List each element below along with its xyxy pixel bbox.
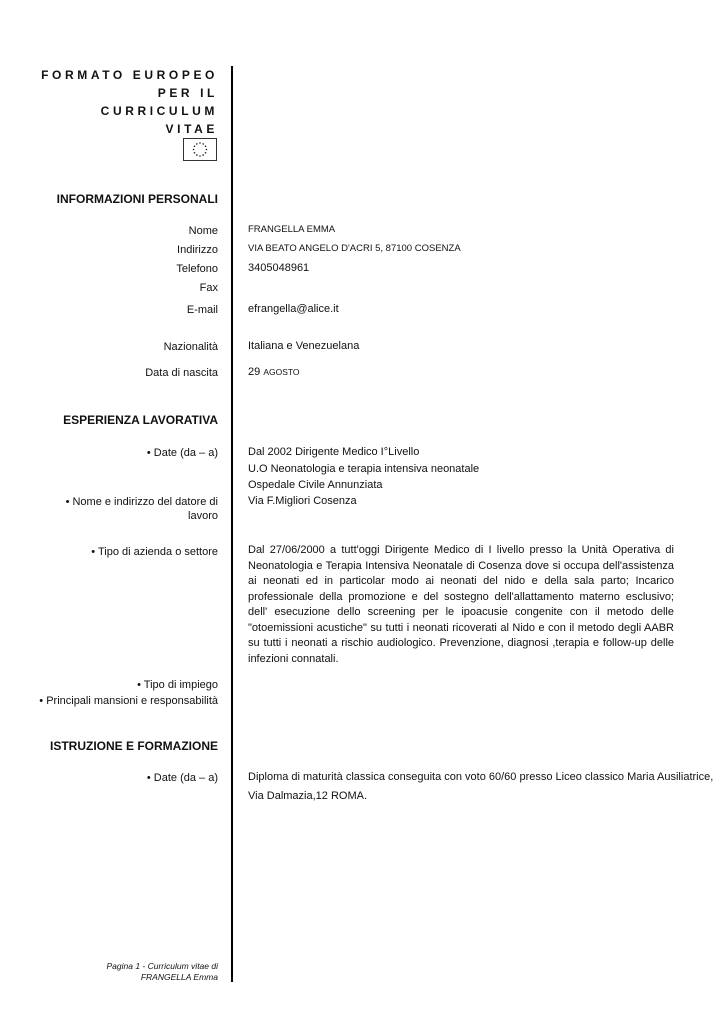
footer-line-1: Pagina 1 - Curriculum vitae di bbox=[106, 961, 218, 971]
work-date-line-2: U.O Neonatologia e terapia intensiva neonatale bbox=[248, 463, 480, 475]
title-line-1: FORMATO EUROPEO bbox=[41, 68, 218, 82]
sector-label: • Tipo di azienda o settore bbox=[91, 546, 218, 558]
birth-month: AGOSTO bbox=[263, 367, 300, 377]
email-value: efrangella@alice.it bbox=[248, 303, 339, 315]
title-line-2: PER IL CURRICULUM bbox=[100, 86, 218, 118]
education-line-2: Via Dalmazia,12 ROMA. bbox=[248, 790, 368, 802]
education-line-1: Diploma di maturità classica conseguita con voto 60/60 presso Liceo classico Maria Ausiliatrice, bbox=[248, 771, 714, 783]
birth-value bbox=[248, 364, 300, 380]
employer-label: • Nome e indirizzo del datore di lavoro bbox=[65, 496, 218, 522]
email-label: E-mail bbox=[186, 304, 218, 316]
name-label: Nome bbox=[188, 225, 218, 237]
nationality-label: Nazionalità bbox=[163, 341, 218, 353]
education-date-label: • Date (da – a) bbox=[146, 772, 218, 784]
phone-value: 3405048961 bbox=[248, 262, 310, 274]
section-education: ISTRUZIONE E FORMAZIONE bbox=[50, 739, 218, 753]
sector-description: Dal 27/06/2000 a tutt'oggi Dirigente Medico di I livello presso la Unità Operativa di Neonatologia e Terapia Intensiva Neonatale di Cosenza dove si occupa dell'assistenza ai neonati ed in particolar modo ai neonati del nido e della sala parto; Incarico professionale della promozione e del sostegno dell'allattamento materno esclusivo; dell' esecuzione dello screening per le ipoacusie congenite con il metodo delle "otoemissioni acustiche" su tutti i neonati ricoverati al Nido e con il metodo degli AABR su tutti i neonati a rischio audiologico. Prevenzione, diagnosi ,terapia e follow-up delle infezioni connatali. bbox=[248, 544, 674, 665]
name-value: FRANGELLA EMMA bbox=[248, 224, 336, 235]
phone-label: Telefono bbox=[176, 263, 218, 275]
work-date-line-3: Ospedale Civile Annunziata bbox=[248, 479, 383, 491]
birth-label: Data di nascita bbox=[145, 367, 218, 379]
address-value: VIA BEATO ANGELO D'ACRI 5, 87100 COSENZA bbox=[248, 243, 461, 254]
page-footer bbox=[20, 961, 218, 983]
employer-value: Via F.Migliori Cosenza bbox=[248, 495, 357, 507]
section-personal-info: INFORMAZIONI PERSONALI bbox=[56, 192, 218, 206]
vertical-divider bbox=[231, 66, 233, 982]
footer-line-2: FRANGELLA Emma bbox=[140, 972, 218, 982]
fax-label: Fax bbox=[199, 282, 218, 294]
birth-day: 29 bbox=[248, 366, 261, 378]
address-label: Indirizzo bbox=[177, 244, 218, 256]
eu-flag-icon bbox=[183, 138, 217, 161]
work-date-label: • Date (da – a) bbox=[146, 447, 218, 459]
section-work-experience: ESPERIENZA LAVORATIVA bbox=[63, 413, 218, 427]
employment-type-label: • Tipo di impiego bbox=[137, 679, 218, 691]
title-line-3: VITAE bbox=[165, 122, 218, 136]
cv-title bbox=[40, 66, 218, 138]
nationality-value: Italiana e Venezuelana bbox=[248, 340, 360, 352]
work-date-line-1: Dal 2002 Dirigente Medico I°Livello bbox=[248, 446, 420, 458]
duties-label: • Principali mansioni e responsabilità bbox=[39, 695, 218, 707]
